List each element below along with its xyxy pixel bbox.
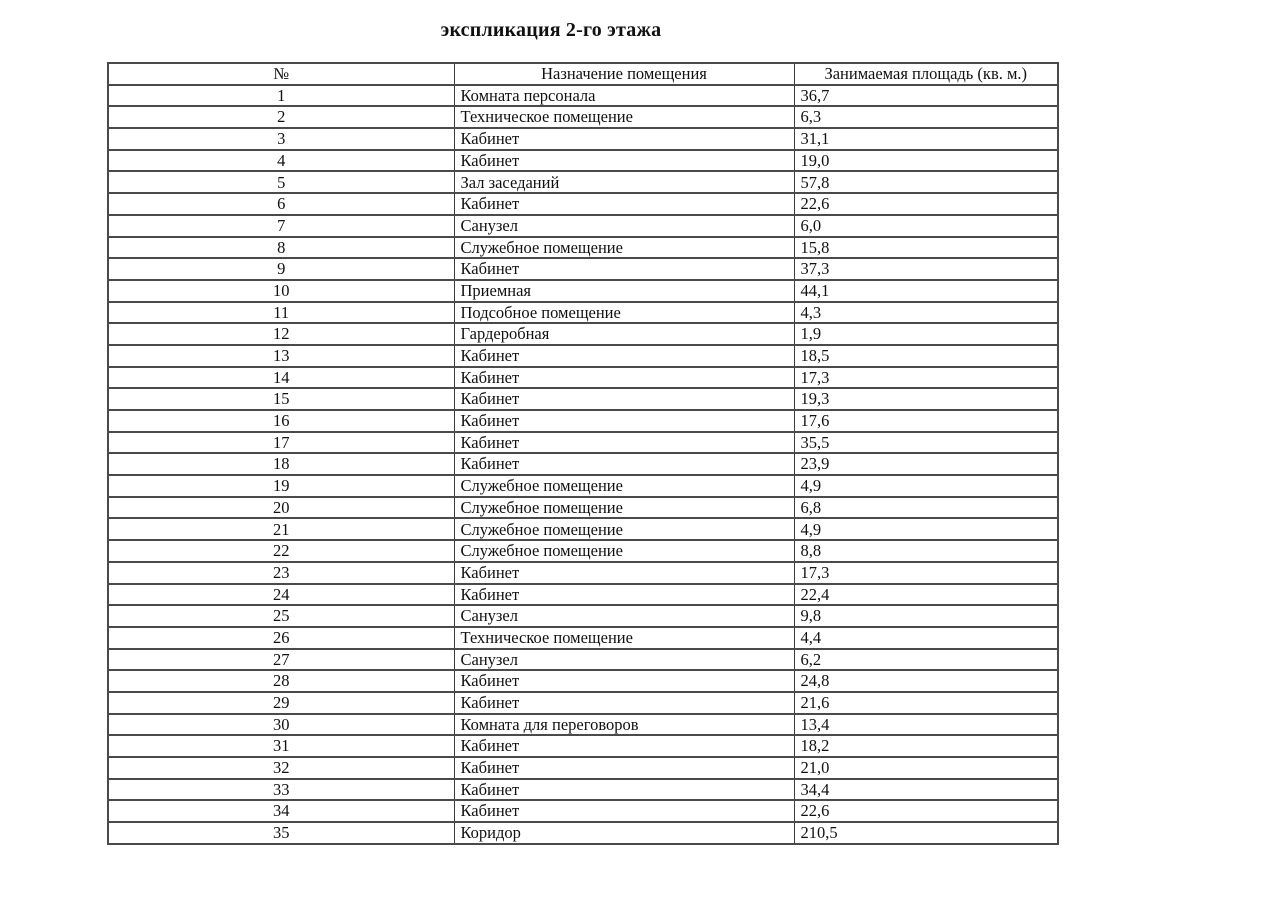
- area-cell: 34,4: [794, 779, 1058, 801]
- explication-table: [107, 62, 1059, 845]
- column-header-room-purpose: Назначение помещения: [454, 63, 794, 85]
- row-number-cell: 4: [108, 150, 454, 172]
- room-purpose-cell: Кабинет: [454, 193, 794, 215]
- room-purpose-cell: Кабинет: [454, 432, 794, 454]
- row-number-cell: 16: [108, 410, 454, 432]
- area-cell: 15,8: [794, 237, 1058, 259]
- table-row: [108, 822, 1058, 844]
- area-cell: 6,3: [794, 106, 1058, 128]
- row-number-cell: 13: [108, 345, 454, 367]
- room-purpose-cell: Подсобное помещение: [454, 302, 794, 324]
- room-purpose-cell: Кабинет: [454, 800, 794, 822]
- area-cell: 23,9: [794, 453, 1058, 475]
- row-number-cell: 33: [108, 779, 454, 801]
- row-number-cell: 15: [108, 388, 454, 410]
- area-cell: 24,8: [794, 670, 1058, 692]
- row-number-cell: 5: [108, 171, 454, 193]
- area-cell: 18,2: [794, 735, 1058, 757]
- row-number-cell: 9: [108, 258, 454, 280]
- area-cell: 17,3: [794, 562, 1058, 584]
- area-cell: 36,7: [794, 85, 1058, 107]
- header-row: [108, 63, 1058, 85]
- area-cell: 8,8: [794, 540, 1058, 562]
- row-number-cell: 1: [108, 85, 454, 107]
- table-row: [108, 237, 1058, 259]
- room-purpose-cell: Комната для переговоров: [454, 714, 794, 736]
- area-cell: 1,9: [794, 323, 1058, 345]
- room-purpose-cell: Кабинет: [454, 757, 794, 779]
- row-number-cell: 21: [108, 518, 454, 540]
- room-purpose-cell: Служебное помещение: [454, 497, 794, 519]
- row-number-cell: 2: [108, 106, 454, 128]
- table-row: [108, 85, 1058, 107]
- room-purpose-cell: Кабинет: [454, 779, 794, 801]
- table-row: [108, 193, 1058, 215]
- row-number-cell: 10: [108, 280, 454, 302]
- page-title: экспликация 2-го этажа: [440, 19, 662, 41]
- area-cell: 35,5: [794, 432, 1058, 454]
- table-row: [108, 432, 1058, 454]
- room-purpose-cell: Зал заседаний: [454, 171, 794, 193]
- row-number-cell: 23: [108, 562, 454, 584]
- table-row: [108, 584, 1058, 606]
- table-row: [108, 714, 1058, 736]
- room-purpose-cell: Кабинет: [454, 670, 794, 692]
- table-row: [108, 453, 1058, 475]
- table-row: [108, 518, 1058, 540]
- row-number-cell: 32: [108, 757, 454, 779]
- table-row: [108, 128, 1058, 150]
- area-cell: 18,5: [794, 345, 1058, 367]
- area-cell: 57,8: [794, 171, 1058, 193]
- table-row: [108, 150, 1058, 172]
- row-number-cell: 19: [108, 475, 454, 497]
- area-cell: 17,6: [794, 410, 1058, 432]
- column-header-number: №: [108, 63, 454, 85]
- table-row: [108, 605, 1058, 627]
- room-purpose-cell: Санузел: [454, 649, 794, 671]
- row-number-cell: 29: [108, 692, 454, 714]
- room-purpose-cell: Кабинет: [454, 584, 794, 606]
- table-row: [108, 800, 1058, 822]
- area-cell: 31,1: [794, 128, 1058, 150]
- table-row: [108, 497, 1058, 519]
- row-number-cell: 17: [108, 432, 454, 454]
- room-purpose-cell: Коридор: [454, 822, 794, 844]
- room-purpose-cell: Кабинет: [454, 150, 794, 172]
- table-row: [108, 388, 1058, 410]
- room-purpose-cell: Кабинет: [454, 735, 794, 757]
- row-number-cell: 35: [108, 822, 454, 844]
- room-purpose-cell: Кабинет: [454, 388, 794, 410]
- room-purpose-cell: Техническое помещение: [454, 627, 794, 649]
- table-row: [108, 323, 1058, 345]
- row-number-cell: 27: [108, 649, 454, 671]
- area-cell: 4,3: [794, 302, 1058, 324]
- room-purpose-cell: Служебное помещение: [454, 237, 794, 259]
- row-number-cell: 31: [108, 735, 454, 757]
- area-cell: 9,8: [794, 605, 1058, 627]
- area-cell: 22,6: [794, 800, 1058, 822]
- table-row: [108, 367, 1058, 389]
- table-row: [108, 670, 1058, 692]
- room-purpose-cell: Кабинет: [454, 453, 794, 475]
- area-cell: 4,4: [794, 627, 1058, 649]
- row-number-cell: 18: [108, 453, 454, 475]
- area-cell: 17,3: [794, 367, 1058, 389]
- area-cell: 4,9: [794, 518, 1058, 540]
- table-row: [108, 692, 1058, 714]
- area-cell: 6,2: [794, 649, 1058, 671]
- room-purpose-cell: Гардеробная: [454, 323, 794, 345]
- area-cell: 210,5: [794, 822, 1058, 844]
- row-number-cell: 34: [108, 800, 454, 822]
- room-purpose-cell: Кабинет: [454, 562, 794, 584]
- area-cell: 6,0: [794, 215, 1058, 237]
- explication-table-container: [107, 62, 1059, 845]
- table-row: [108, 562, 1058, 584]
- room-purpose-cell: Кабинет: [454, 258, 794, 280]
- table-body: [108, 85, 1058, 844]
- table-row: [108, 302, 1058, 324]
- area-cell: 22,4: [794, 584, 1058, 606]
- table-row: [108, 757, 1058, 779]
- table-row: [108, 627, 1058, 649]
- room-purpose-cell: Кабинет: [454, 345, 794, 367]
- area-cell: 6,8: [794, 497, 1058, 519]
- area-cell: 44,1: [794, 280, 1058, 302]
- table-row: [108, 475, 1058, 497]
- table-row: [108, 540, 1058, 562]
- area-cell: 13,4: [794, 714, 1058, 736]
- room-purpose-cell: Служебное помещение: [454, 540, 794, 562]
- room-purpose-cell: Кабинет: [454, 410, 794, 432]
- room-purpose-cell: Приемная: [454, 280, 794, 302]
- row-number-cell: 12: [108, 323, 454, 345]
- room-purpose-cell: Служебное помещение: [454, 475, 794, 497]
- row-number-cell: 22: [108, 540, 454, 562]
- table-row: [108, 345, 1058, 367]
- table-row: [108, 735, 1058, 757]
- table-row: [108, 215, 1058, 237]
- row-number-cell: 28: [108, 670, 454, 692]
- room-purpose-cell: Комната персонала: [454, 85, 794, 107]
- area-cell: 22,6: [794, 193, 1058, 215]
- row-number-cell: 25: [108, 605, 454, 627]
- room-purpose-cell: Служебное помещение: [454, 518, 794, 540]
- row-number-cell: 24: [108, 584, 454, 606]
- room-purpose-cell: Кабинет: [454, 692, 794, 714]
- table-row: [108, 171, 1058, 193]
- room-purpose-cell: Санузел: [454, 605, 794, 627]
- row-number-cell: 3: [108, 128, 454, 150]
- row-number-cell: 8: [108, 237, 454, 259]
- area-cell: 37,3: [794, 258, 1058, 280]
- area-cell: 21,0: [794, 757, 1058, 779]
- row-number-cell: 7: [108, 215, 454, 237]
- table-row: [108, 258, 1058, 280]
- row-number-cell: 30: [108, 714, 454, 736]
- table-row: [108, 280, 1058, 302]
- row-number-cell: 6: [108, 193, 454, 215]
- table-row: [108, 649, 1058, 671]
- table-row: [108, 106, 1058, 128]
- room-purpose-cell: Кабинет: [454, 367, 794, 389]
- column-header-area: Занимаемая площадь (кв. м.): [794, 63, 1058, 85]
- room-purpose-cell: Санузел: [454, 215, 794, 237]
- room-purpose-cell: Техническое помещение: [454, 106, 794, 128]
- area-cell: 19,0: [794, 150, 1058, 172]
- area-cell: 4,9: [794, 475, 1058, 497]
- table-row: [108, 410, 1058, 432]
- room-purpose-cell: Кабинет: [454, 128, 794, 150]
- row-number-cell: 26: [108, 627, 454, 649]
- area-cell: 21,6: [794, 692, 1058, 714]
- row-number-cell: 20: [108, 497, 454, 519]
- area-cell: 19,3: [794, 388, 1058, 410]
- row-number-cell: 14: [108, 367, 454, 389]
- table-row: [108, 779, 1058, 801]
- row-number-cell: 11: [108, 302, 454, 324]
